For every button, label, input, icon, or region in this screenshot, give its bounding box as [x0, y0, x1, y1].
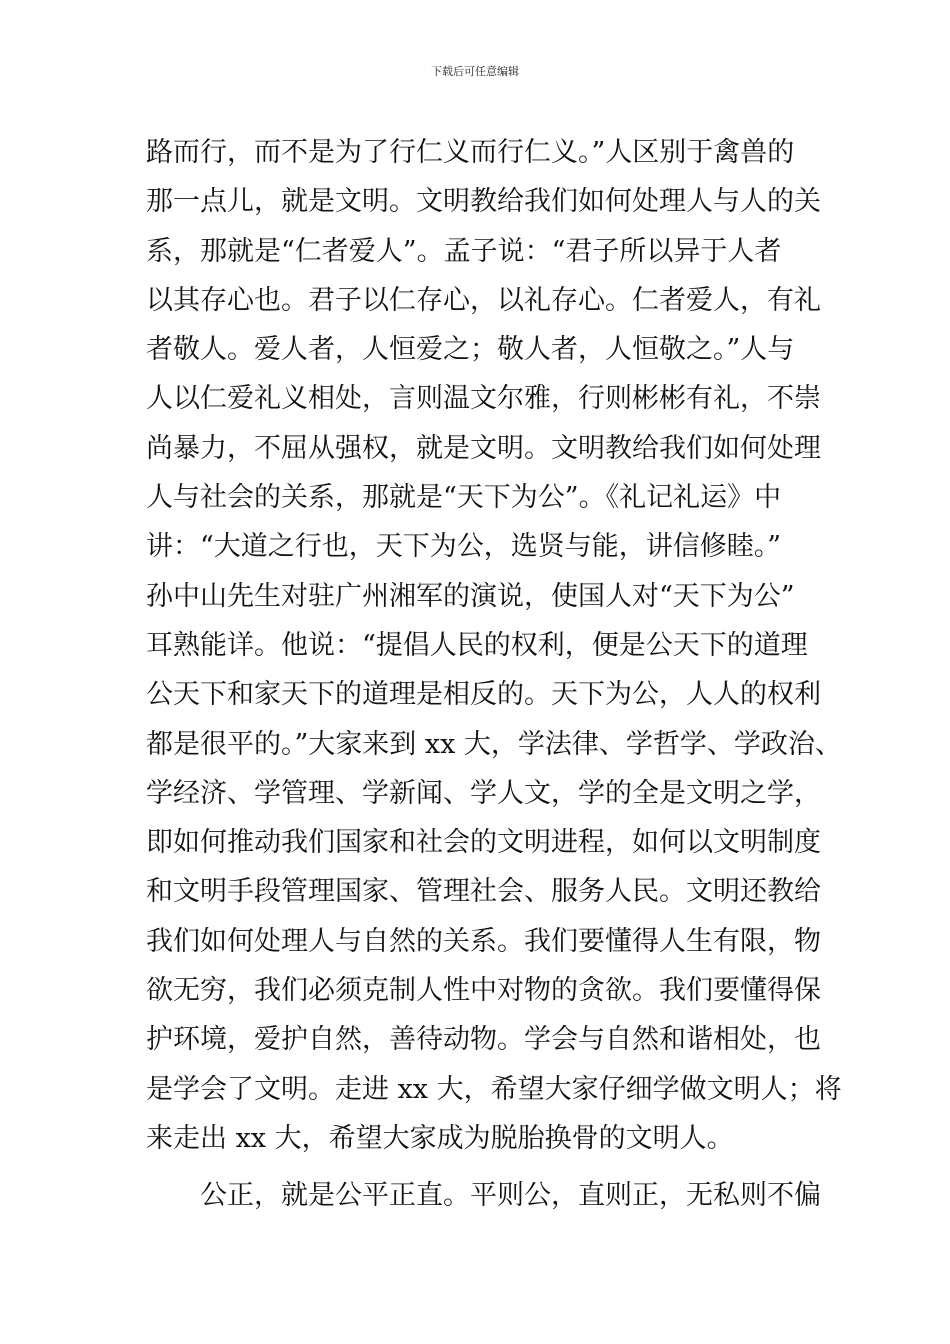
page-header: 下载后可任意编辑 — [431, 65, 519, 78]
text-line: 孙中山先生对驻广州湘军的演说，使国人对“天下为公” — [146, 580, 795, 612]
text-line: 欲无穷，我们必须克制人性中对物的贪欲。我们要懂得保 — [146, 975, 821, 1007]
text-line: 以其存心也。君子以仁存心，以礼存心。仁者爱人，有礼 — [146, 284, 821, 316]
text-line: 是学会了文明。走进 xx 大，希望大家仔细学做文明人；将 — [146, 1073, 842, 1105]
text-line: 即如何推动我们国家和社会的文明进程，如何以文明制度 — [146, 827, 821, 859]
text-line: 和文明手段管理国家、管理社会、服务人民。文明还教给 — [146, 876, 821, 908]
text-line: 尚暴力，不屈从强权，就是文明。文明教给我们如何处理 — [146, 432, 821, 464]
text-line: 那一点儿，就是文明。文明教给我们如何处理人与人的关 — [146, 186, 821, 218]
text-line: 系，那就是“仁者爱人”。孟子说：“君子所以异于人者 — [146, 235, 782, 267]
text-line: 人以仁爱礼义相处，言则温文尔雅，行则彬彬有礼，不崇 — [146, 383, 821, 415]
text-line: 讲：“大道之行也，天下为公，选贤与能，讲信修睦。” — [146, 531, 782, 563]
text-line: 者敬人。爱人者，人恒爱之；敬人者，人恒敬之。”人与 — [146, 334, 795, 366]
text-line: 路而行，而不是为了行仁义而行仁义。”人区别于禽兽的 — [146, 137, 795, 168]
text-line: 都是很平的。”大家来到 xx 大，学法律、学哲学、学政治、 — [146, 728, 842, 760]
text-line: 耳熟能详。他说：“提倡人民的权利，便是公天下的道理 — [146, 629, 808, 661]
text-line: 我们如何处理人与自然的关系。我们要懂得人生有限，物 — [146, 925, 821, 957]
text-line: 来走出 xx 大，希望大家成为脱胎换骨的文明人。 — [146, 1122, 734, 1154]
text-line: 学经济、学管理、学新闻、学人文，学的全是文明之学， — [146, 777, 821, 809]
paragraph-first-line: 公正，就是公平正直。平则公，直则正，无私则不偏 — [200, 1180, 821, 1212]
text-line: 人与社会的关系，那就是“天下为公”。《礼记礼运》中 — [146, 482, 782, 514]
body-text — [146, 128, 846, 1221]
text-line: 护环境，爱护自然，善待动物。学会与自然和谐相处，也 — [146, 1024, 821, 1056]
text-line: 公天下和家天下的道理是相反的。天下为公，人人的权利 — [146, 679, 821, 711]
